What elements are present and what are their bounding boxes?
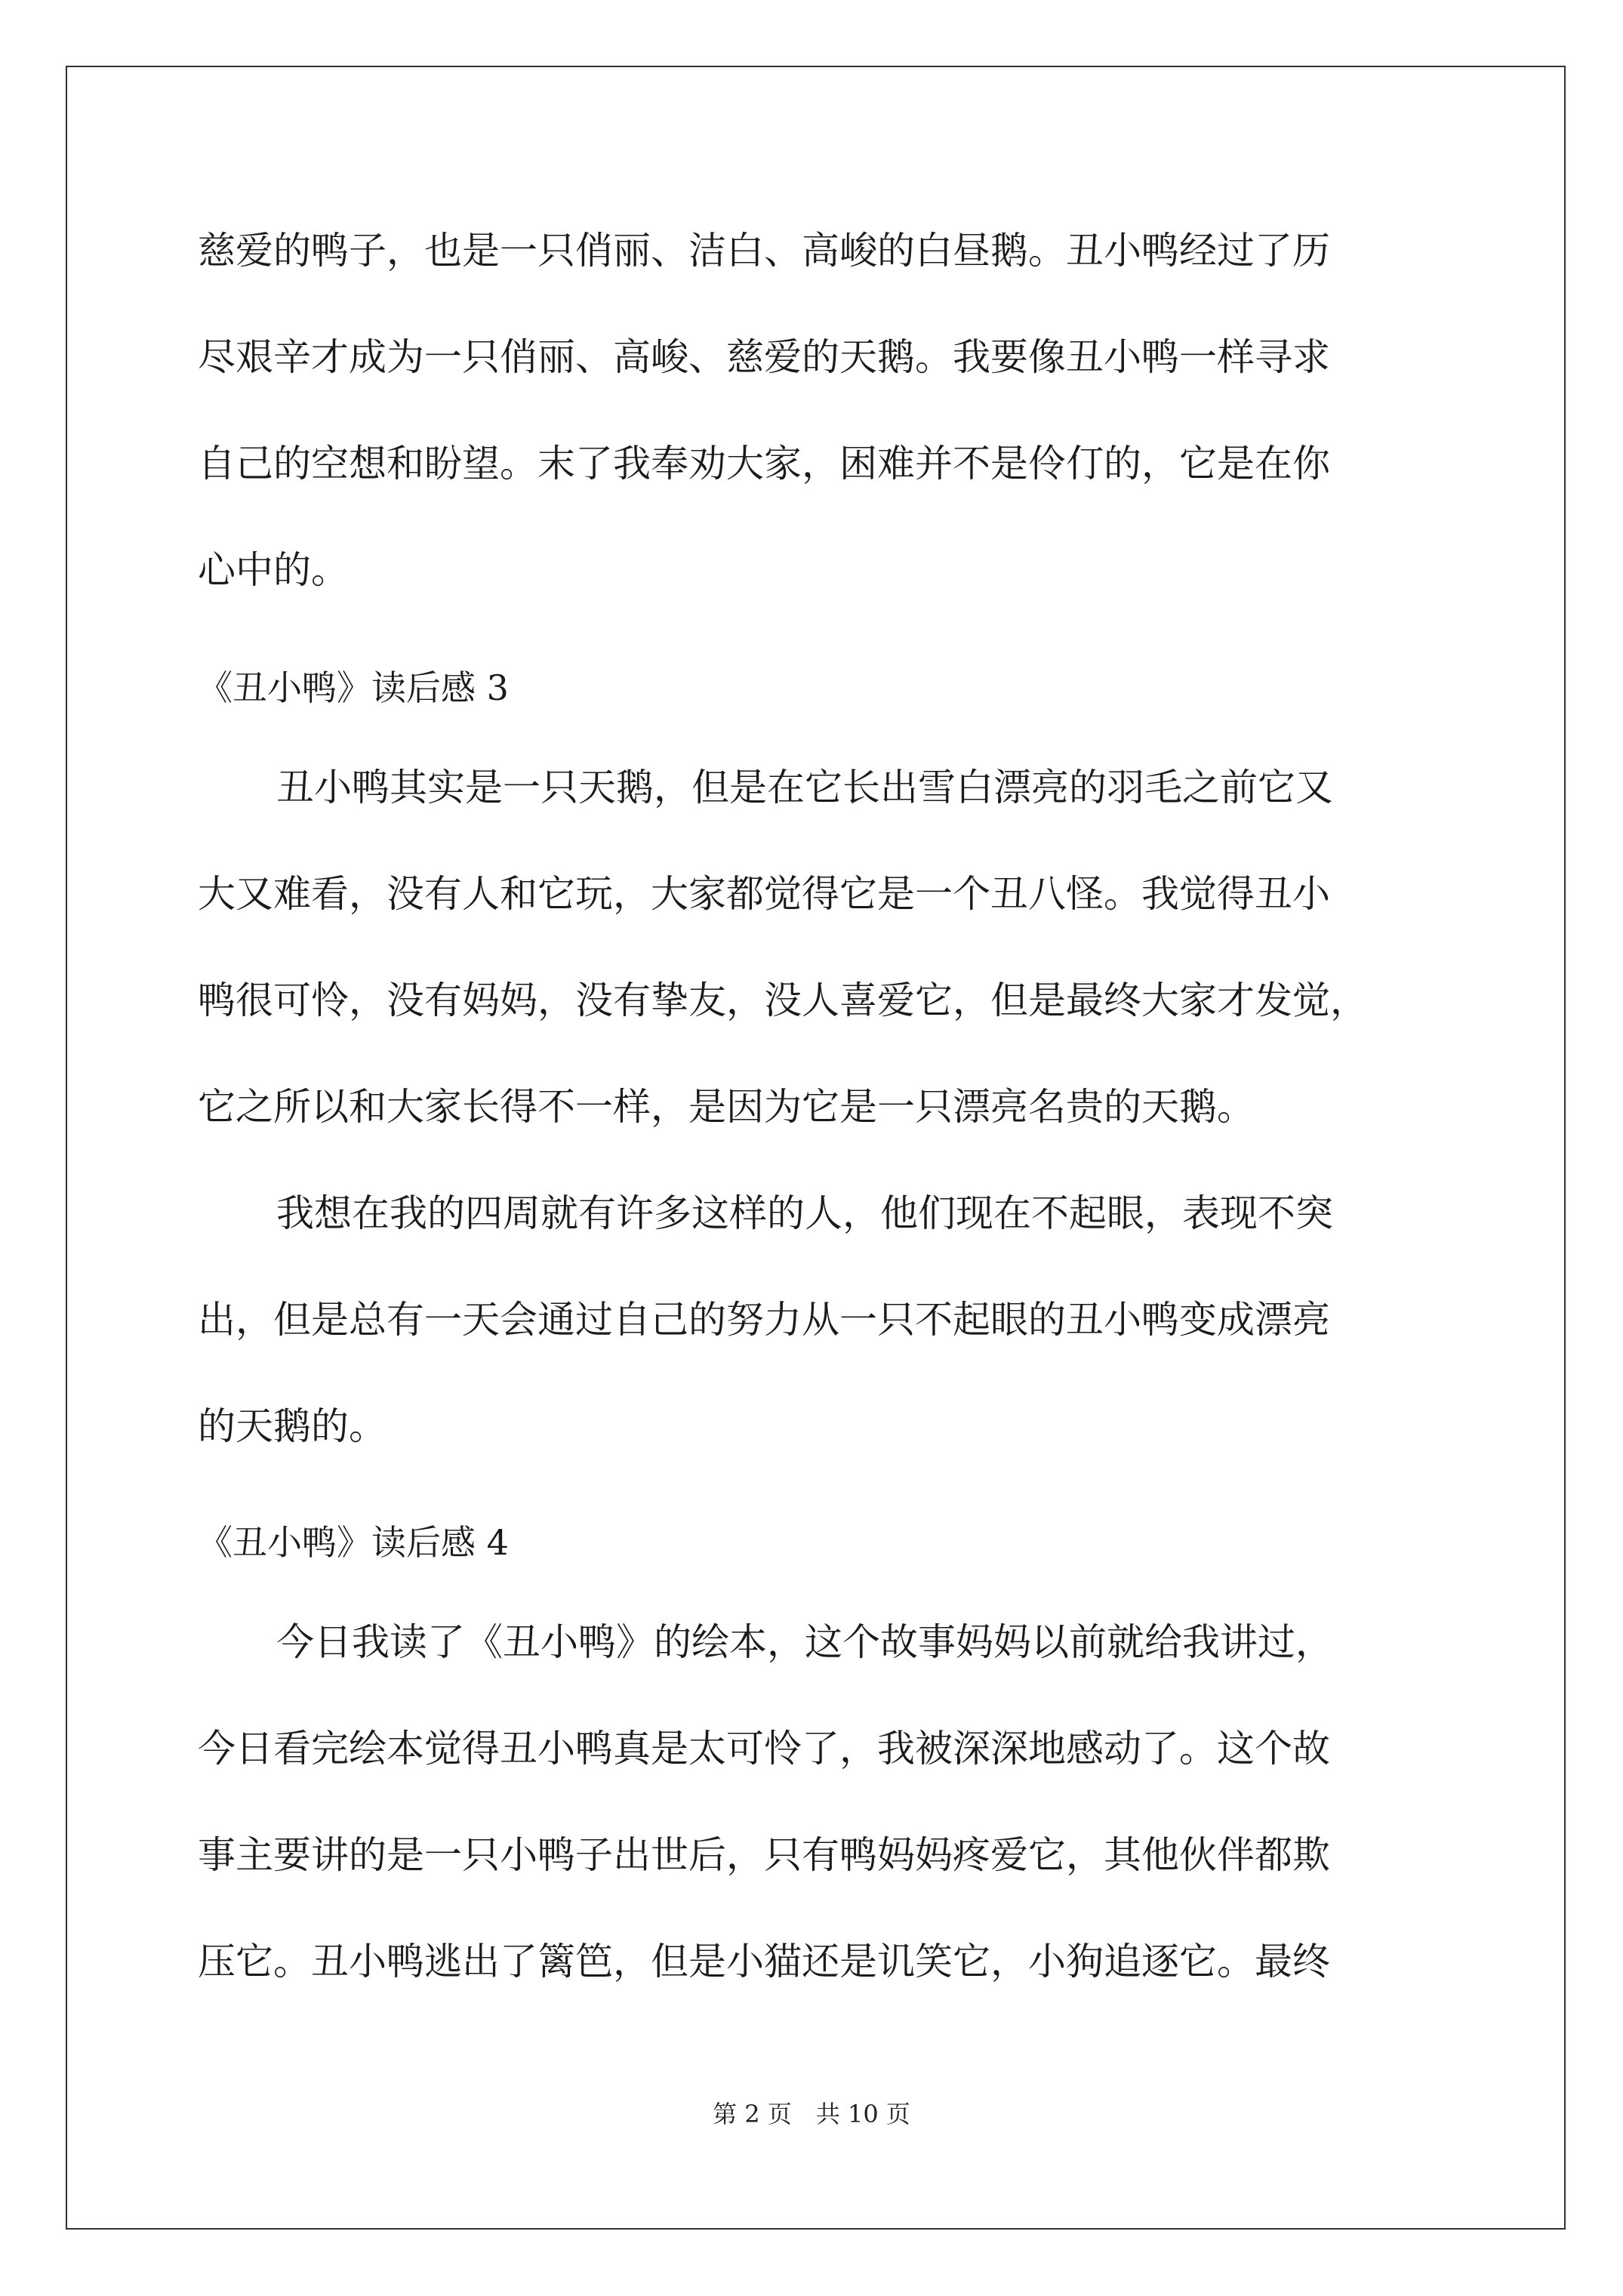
section-heading: 《丑小鸭》读后感 4 bbox=[198, 1522, 509, 1563]
page-border bbox=[66, 66, 1566, 2230]
paragraph-line: 自己的空想和盼望。末了我奉劝大家，困难并不是伶仃的，它是在你 bbox=[198, 442, 1330, 485]
paragraph-line: 心中的。 bbox=[198, 548, 349, 592]
paragraph-line: 大又难看，没有人和它玩，大家都觉得它是一个丑八怪。我觉得丑小 bbox=[198, 872, 1330, 916]
paragraph-line: 的天鹅的。 bbox=[198, 1404, 387, 1448]
paragraph-line: 慈爱的鸭子，也是一只俏丽、洁白、高峻的白昼鹅。丑小鸭经过了历 bbox=[198, 229, 1330, 273]
paragraph-line: 我想在我的四周就有许多这样的人，他们现在不起眼，表现不突 bbox=[276, 1191, 1333, 1235]
paragraph-line: 压它。丑小鸭逃出了篱笆，但是小猫还是讥笑它，小狗追逐它。最终 bbox=[198, 1940, 1330, 1983]
paragraph-line: 它之所以和大家长得不一样，是因为它是一只漂亮名贵的天鹅。 bbox=[198, 1085, 1255, 1129]
section-heading: 《丑小鸭》读后感 3 bbox=[198, 667, 509, 708]
paragraph-line: 今日看完绘本觉得丑小鸭真是太可怜了，我被深深地感动了。这个故 bbox=[198, 1727, 1330, 1771]
paragraph-line: 丑小鸭其实是一只天鹅，但是在它长出雪白漂亮的羽毛之前它又 bbox=[276, 766, 1333, 809]
paragraph-line: 尽艰辛才成为一只俏丽、高峻、慈爱的天鹅。我要像丑小鸭一样寻求 bbox=[198, 335, 1330, 379]
paragraph-line: 今日我读了《丑小鸭》的绘本，这个故事妈妈以前就给我讲过， bbox=[276, 1620, 1333, 1664]
page-number: 第 2 页 共 10 页 bbox=[713, 2100, 910, 2128]
paragraph-line: 事主要讲的是一只小鸭子出世后，只有鸭妈妈疼爱它，其他伙伴都欺 bbox=[198, 1833, 1330, 1877]
paragraph-line: 出，但是总有一天会通过自己的努力从一只不起眼的丑小鸭变成漂亮 bbox=[198, 1298, 1330, 1342]
paragraph-line: 鸭很可怜，没有妈妈，没有挚友，没人喜爱它，但是最终大家才发觉， bbox=[198, 978, 1368, 1022]
